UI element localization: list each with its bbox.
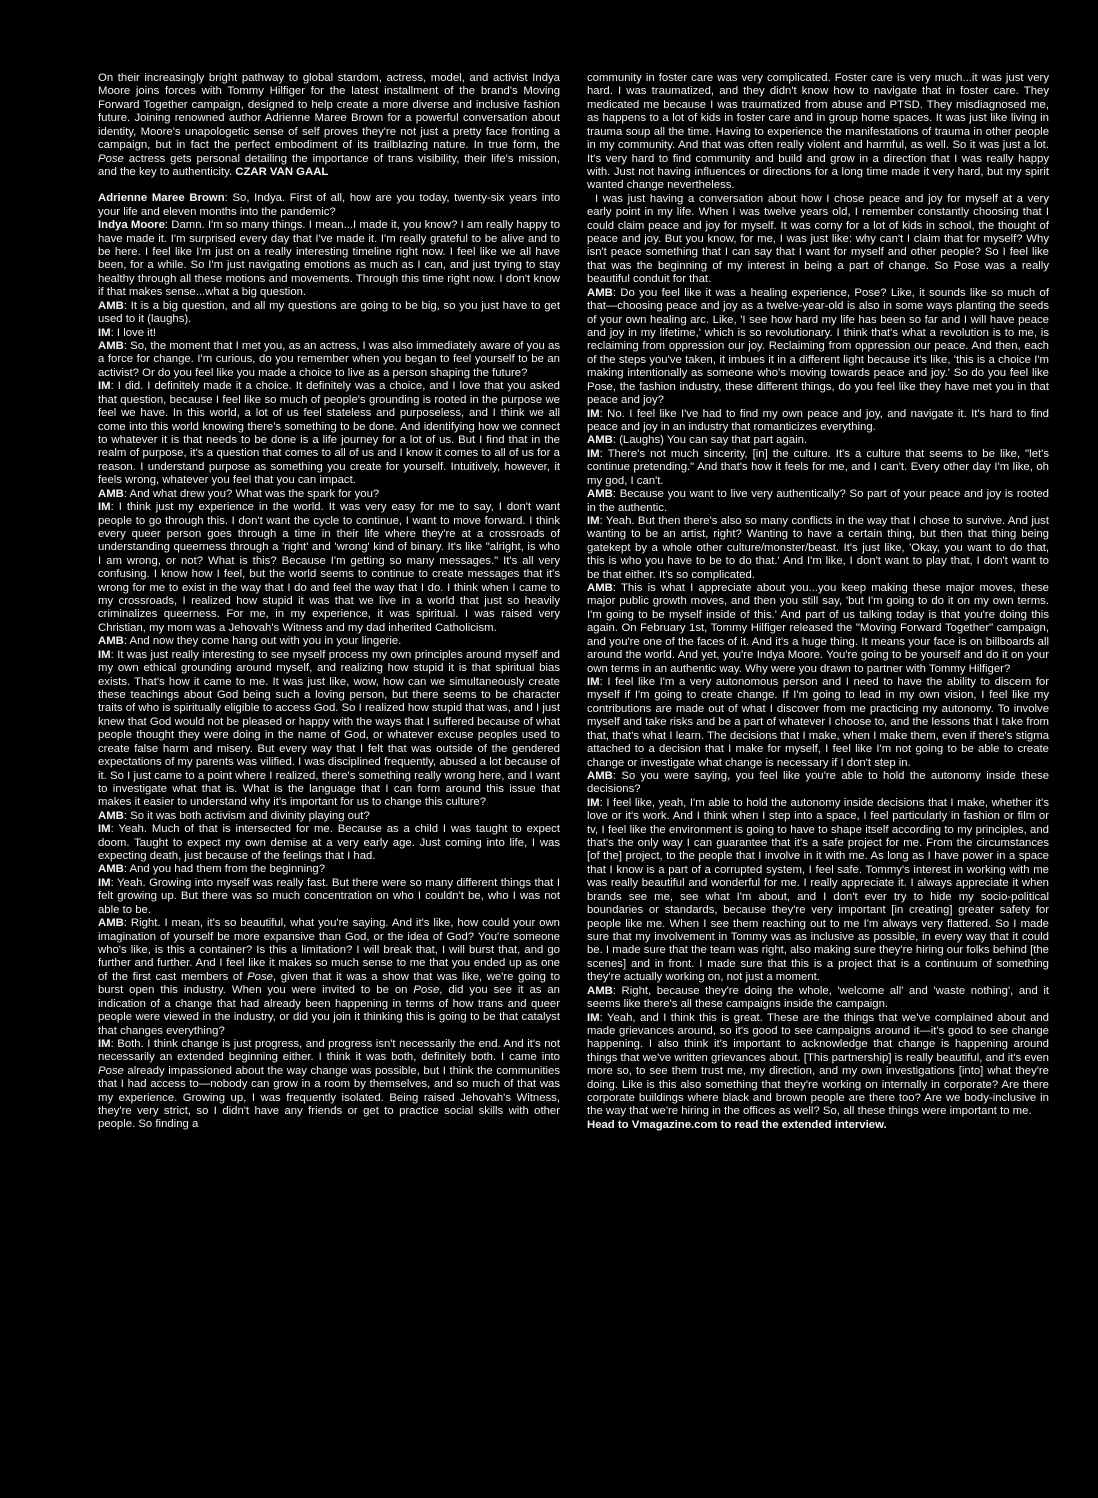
paragraph-text: actress gets personal detailing the importance of trans visibility, their life's mission, and the key to authenticity. bbox=[98, 152, 560, 178]
paragraph-text: : Right. I mean, it's so beautiful, what you're saying. And it's like, how could your own imagination of yourself be more expansive than God, or the idea of God? You're someone who's like, is this a container? Is this a limitation? I will break that, I will burst that, and go further and further. And I feel like it makes so much sense to me that you ended up as one of the first cast members of bbox=[98, 917, 560, 983]
speaker-label: IM bbox=[98, 823, 111, 836]
paragraph-text: community in foster care was very complicated. Foster care is very much...it was just very hard. I was traumatized, and they didn't know how to navigate that in foster care. They medicated me because I was traumatized from abuse and PTSD. They misdiagnosed me, as happens to a lot of kids in foster care and in group home spaces. It was just like living in trauma soup all the time. Having to experience the manifestations of trauma in other people in my community. And that was often really violent and harmful, as well. So it was just a lot. It's very hard to find community and build and grow in a direction that I was really happy with. Just not having influences or directions for a long time made it very hard, but my spirit wanted change nevertheless. bbox=[587, 72, 1049, 192]
italic-title: Pose bbox=[98, 152, 124, 165]
italic-title: Pose bbox=[413, 984, 440, 997]
paragraph-text: : So you were saying, you feel like you're able to hold the autonomy inside these decisions? bbox=[587, 769, 1049, 796]
left-paragraph bbox=[98, 340, 560, 380]
left-paragraph bbox=[98, 917, 560, 1038]
right-paragraph bbox=[587, 408, 1049, 435]
italic-title: Pose bbox=[247, 970, 273, 983]
paragraph-text: : Both. I think change is just progress, and progress isn't necessarily the end. And it's not necessarily an extended beginning either. I think it was both, definitely both. I came into bbox=[98, 1037, 560, 1064]
left-paragraph bbox=[98, 649, 560, 810]
paragraph-text: : And you had them from the beginning? bbox=[123, 863, 326, 876]
left-paragraph bbox=[98, 877, 560, 917]
right-paragraph bbox=[587, 797, 1049, 985]
right-paragraph bbox=[587, 515, 1049, 582]
paragraph-text: : I feel like I'm a very autonomous person and I need to have the ability to discern for myself if I'm going to create change. If I'm going to lead in my own vision, I feel like my contributions are made out of what I discover from me practicing my autonomy. To involve myself and take risks and be a part of whatever I choose to, and the lessons that I take from that, that's what I learn. The decisions that I make, when I make them, even if there's stigma attached to a decision that I make for myself, I feel like I'm not going to be able to create change or investigate what change is necessary if I don't step in. bbox=[587, 675, 1049, 769]
speaker-label: AMB bbox=[98, 863, 124, 876]
left-paragraph bbox=[98, 810, 560, 823]
speaker-label: Indya Moore bbox=[98, 219, 165, 232]
right-paragraph bbox=[587, 287, 1049, 408]
paragraph-text: : And what drew you? What was the spark for you? bbox=[123, 487, 380, 500]
paragraph-text: : So, Indya. First of all, how are you today, twenty-six years into your life and eleven months into the pandemic? bbox=[98, 192, 561, 218]
paragraph-text: : This is what I appreciate about you...you keep making these major moves, these major public growth moves, and then you still say, 'but I'm going to do it on my own terms. I'm going to be myself inside of this.' And part of us talking today is that you're doing this again. On February 1st, Tommy Hilfiger released the "Moving Forward Together" campaign, and you're one of the faces of it. And it's a huge thing. It means your face is on billboards all around the world. And yet, you're Indya Moore. You're going to be yourself and do it on your own terms in an authentic way. Why were you drawn to partner with Tommy Hilfiger? bbox=[587, 582, 1049, 675]
paragraph-text: : Do you feel like it was a healing experience, Pose? Like, it sounds like so much of that—choosing peace and joy as a twelve-year-old is also in some ways planting the seeds of your own healing arc. Like, 'I see how hard my life has been so far and I will have peace and joy in my lifetime,' which is so revolutionary. I think that's what a revolution is to me, is reclaiming from oppression our joy. Reclaiming from oppression our peace. And then, each of the steps you've taken, it imbues it in a different light because it's like, 'this is a choice I'm making intentionally as someone who's moving towards peace and joy.' So do you feel like Pose, the fashion industry, these different things, do you feel like they have met you in that peace and joy? bbox=[587, 286, 1049, 407]
speaker-label: Adrienne Maree Brown bbox=[98, 192, 225, 205]
left-column bbox=[98, 72, 560, 1132]
paragraph-text: : Yeah, and I think this is great. These are the things that we've complained about and made grievances around, so it's good to see campaigns around it—it's good to see change happening. I also think it's important to acknowledge that change is happening around things that we've written grievances about. [This partnership] is really beautiful, and it's even more so, to see them trust me, my direction, and my own investigations [into] what they're doing. Like is this also something that they're working on internally in corporate? Are there corporate buildings where black and brown people are there too? Are we body-inclusive in the way that we're hiring in the offices as well? So, all these things were important to me. bbox=[587, 1011, 1049, 1118]
left-paragraph bbox=[98, 823, 560, 863]
speaker-label: AMB bbox=[587, 769, 613, 782]
right-paragraph bbox=[587, 448, 1049, 488]
right-column bbox=[587, 72, 1049, 1132]
left-paragraph bbox=[98, 501, 560, 635]
paragraph-text: : Because you want to live very authentically? So part of your peace and joy is rooted in the authentic. bbox=[587, 488, 1049, 514]
paragraph-text: : Yeah. Growing into myself was really fast. But there were so many different things that I felt growing up. But there was so much concentration on who I couldn't be, who I was not able to be. bbox=[98, 876, 560, 916]
paragraph-text: I was just having a conversation about how I chose peace and joy for myself at a very early point in my life. When I was twelve years old, I remember constantly choosing that I could claim peace and joy for myself. It was corny for a lot of kids in school, the thought of peace and joy. But you know, for me, I was just like: why can't I claim that for myself? Why isn't peace something that I can say that I want for myself and other people? So I feel like that was the beginning of my interest in being a part of change. So Pose was a really beautiful conduit for that. bbox=[587, 192, 1049, 286]
right-paragraph bbox=[587, 985, 1049, 1012]
paragraph-text: : So, the moment that I met you, as an actress, I was also immediately aware of you as a force for change. I'm curious, do you remember when you began to feel yourself to be an activist? Or do you feel like you made a choice to live as a person shaping the future? bbox=[98, 340, 560, 379]
speaker-label: IM bbox=[98, 1037, 111, 1050]
paragraph-text: , given that it was a show that was like, we're going to burst open this industry. When you were invited to be on bbox=[98, 970, 561, 997]
speaker-label: AMB bbox=[587, 488, 613, 501]
paragraph-text: : I did. I definitely made it a choice. It definitely was a choice, and I love that you asked that question, because I feel like so much of people's grounding is rooted in the purpose we feel we have. In this world, a lot of us feel stateless and purposeless, and I think we all come into this world knowing there's something to be done. And identifying how we connect to whatever it is that needs to be done is a life journey for a lot of us. But I find that in the realm of purpose, it's a question that comes to all of us and I know it comes to all of us for a reason. I understand purpose as something you create for yourself. Intuitively, however, it feels wrong, whatever you feel that you can impact. bbox=[98, 380, 560, 487]
italic-title: Pose bbox=[98, 1064, 124, 1077]
paragraph-text: , did you see it as an indication of a change that had already been happening in terms of how trans and queer people were viewed in the industry, or did you join it thinking this is going to be that catalyst that changes everything? bbox=[98, 984, 560, 1037]
paragraph-text: : No. I feel like I've had to find my own peace and joy, and navigate it. It's hard to find peace and joy in an industry that romanticizes everything. bbox=[587, 407, 1049, 433]
right-paragraph bbox=[587, 1119, 1049, 1132]
speaker-label: AMB bbox=[587, 434, 613, 447]
left-paragraph bbox=[98, 219, 560, 300]
paragraph-text: : Right, because they're doing the whole, 'welcome all' and 'waste nothing', and it seems like there's all these campaigns inside the campaign. bbox=[587, 984, 1049, 1011]
paragraph-text: : And now they come hang out with you in your lingerie. bbox=[123, 635, 402, 648]
speaker-label: IM bbox=[98, 501, 111, 514]
paragraph-text: : It was just really interesting to see myself process my own principles around myself and my own ethical grounding around myself, and realizing how stupid it is that spiritual bias exists. That's how it came to me. It was just like, wow, how can we simultaneously create these teachings about God being such a loving person, but there seems to be character traits of who is spiritually eligible to access God. So I realized how stupid that was, and I just knew that God would not be pleased or happy with the ways that I suffered because of what people thought they were doing in the name of God, or whatever excuse peoples used to create false harm and misery. But every way that I felt that was outside of the gendered expectations of my parents was vilified. I was disciplined frequently, abused a lot because of it. So I just came to a point where I realized, there's something really wrong here, and I want to investigate what that is. What is the language that I can form around this issue that makes it easier to understand why it's important for us to change this culture? bbox=[98, 648, 560, 809]
speaker-label: IM bbox=[98, 876, 111, 889]
left-paragraph bbox=[98, 863, 560, 876]
left-paragraph bbox=[98, 380, 560, 487]
left-paragraph bbox=[98, 72, 560, 179]
speaker-label: IM bbox=[587, 514, 600, 527]
right-paragraph bbox=[587, 676, 1049, 770]
speaker-label: AMB bbox=[98, 487, 124, 500]
paragraph-text: : Damn. I'm so many things. I mean...I made it, you know? I am really happy to have made it. I'm surprised every day that I've made it. I'm really grateful to be alive and to be here. I feel like I'm just on a really interesting timeline right now. I feel like we all have been, for a while. So I'm just navigating emotions as much as I can, and just trying to stay healthy through all these motions and movements. Through this time right now. I don't know if that makes sense...what a big question. bbox=[98, 219, 561, 299]
speaker-label: AMB bbox=[98, 635, 124, 648]
speaker-label: IM bbox=[587, 796, 600, 809]
left-paragraph bbox=[98, 300, 560, 327]
right-paragraph bbox=[587, 1012, 1049, 1119]
speaker-label: AMB bbox=[587, 286, 613, 299]
paragraph-text: : I think just my experience in the world. It was very easy for me to say, I don't want people to go through this. I don't want the cycle to continue, I want to move forward. I think every queer person goes through a time in their life where they're at a crossroads of understanding queerness through a 'right' and 'wrong' kind of binary. It's like "alright, is who I am wrong, or not? What is this? Because I'm getting so many messages." It's all very confusing. I know how I feel, but the world seems to continue to create messages that it's wrong for me to exist in the way that I do and feel the way that I do. I think when I came to my crossroads, I realized how stupid it was that we live in a world that just so heavily criminalizes queerness. For me, in my experience, it was spiritual. I was raised very Christian, my mom was a Jehovah's Witness and my dad inherited Catholicism. bbox=[98, 501, 560, 634]
paragraph-text: : (Laughs) You can say that part again. bbox=[612, 434, 808, 447]
left-paragraph bbox=[98, 488, 560, 501]
speaker-label: IM bbox=[587, 407, 600, 420]
speaker-label: IM bbox=[98, 648, 111, 661]
right-paragraph bbox=[587, 72, 1049, 193]
paragraph-text: already impassioned about the way change was possible, but I think the communities that I had access to—nobody can grow in a room by themselves, and so much of that was my experience. Growing up, I was frequently isolated. Being raised Jehovah's Witness, they're very strict, so I didn't have any friends or get to practice social skills with other people. So finding a bbox=[98, 1064, 560, 1131]
paragraph-text: : Yeah. Much of that is intersected for me. Because as a child I was taught to expect doom. Taught to expect my own demise at a very early age. Just coming into life, I was expecting death, just because of the feelings that I had. bbox=[98, 823, 560, 863]
paragraph-text: : I love it! bbox=[110, 326, 157, 339]
speaker-label: IM bbox=[98, 380, 111, 393]
paragraph-text: : So it was both activism and divinity playing out? bbox=[123, 809, 370, 822]
paragraph-text: : I feel like, yeah, I'm able to hold the autonomy inside decisions that I make, whether it's love or it's work. And I think when I step into a space, I feel particularly in fashion or film or tv, I feel like the environment is going to have to shape itself according to my principles, and that's the only way I can guarantee that it's a safe project for me. From the circumstances [of the] project, to the people that I involve in it with me. As long as I have power in a space that I know is a part of a corrupted system, I feel safe. Tommy's interest in working with me was really beautiful and wonderful for me. I really appreciate it. I always appreciate it when brands see me, see what I'm about, and I don't ever try to hide my socio-political boundaries or standards, because they're very important [in creating] greater safety for people like me. When I see them reaching out to me I'm always very flattered. So I made sure that my involvement in Tommy was as inclusive as possible, in every way that it could be. I made sure that the team was right, also making sure they're hiring our folks behind [the scenes] and in front. I made sure that this is a project that is a continuum of something they're actually working on, not just a moment. bbox=[587, 796, 1049, 984]
left-paragraph bbox=[98, 327, 560, 340]
right-paragraph bbox=[587, 488, 1049, 515]
paragraph-text: On their increasingly bright pathway to global stardom, actress, model, and activist Indya Moore joins forces with Tommy Hilfiger for the latest installment of the brand's Moving Forward Together campaign, designed to help create a more diverse and inclusive fashion future. Joining renowned author Adrienne Maree Brown for a powerful conversation about identity, Moore's unapologetic sense of self proves they're not just a pretty face fronting a campaign, but in fact the perfect embodiment of its trailblazing nature. In true form, the bbox=[98, 72, 560, 152]
left-paragraph bbox=[98, 192, 560, 219]
paragraph-text: : Yeah. But then there's also so many conflicts in the way that I chose to survive. And just wanting to be an artist, right? Wanting to have a certain thing, but then that thing being gatekept by a whole other culture/monster/beast. It's just like, 'Okay, you want to do that, this is who you have to be to do that.' And I'm like, I don't want to play that, I don't want to be that either. It's so complicated. bbox=[587, 514, 1049, 581]
right-paragraph bbox=[587, 770, 1049, 797]
speaker-label: AMB bbox=[98, 809, 124, 822]
speaker-label: IM bbox=[587, 675, 600, 688]
left-paragraph bbox=[98, 635, 560, 648]
speaker-label: IM bbox=[587, 447, 600, 460]
speaker-label: AMB bbox=[98, 340, 124, 353]
speaker-label: AMB bbox=[98, 917, 124, 930]
speaker-label: IM bbox=[587, 1011, 600, 1024]
speaker-label: CZAR VAN GAAL bbox=[235, 165, 329, 178]
speaker-label: AMB bbox=[98, 299, 124, 312]
speaker-label: IM bbox=[98, 326, 111, 339]
paragraph-text: : There's not much sincerity, [in] the culture. It's a culture that seems to be like, "let's continue pretending." And that's how it feels for me, and I can't. Every other day I'm like, oh my god, I can't. bbox=[587, 447, 1049, 487]
right-paragraph bbox=[587, 434, 1049, 447]
speaker-label: AMB bbox=[587, 582, 613, 595]
speaker-label: Head to Vmagazine.com to read the extended interview. bbox=[587, 1118, 887, 1131]
left-paragraph bbox=[98, 1038, 560, 1132]
speaker-label: AMB bbox=[587, 984, 613, 997]
right-paragraph bbox=[587, 193, 1049, 287]
paragraph-text: : It is a big question, and all my questions are going to be big, so you just have to get used to it (laughs). bbox=[98, 299, 560, 326]
right-paragraph bbox=[587, 582, 1049, 676]
